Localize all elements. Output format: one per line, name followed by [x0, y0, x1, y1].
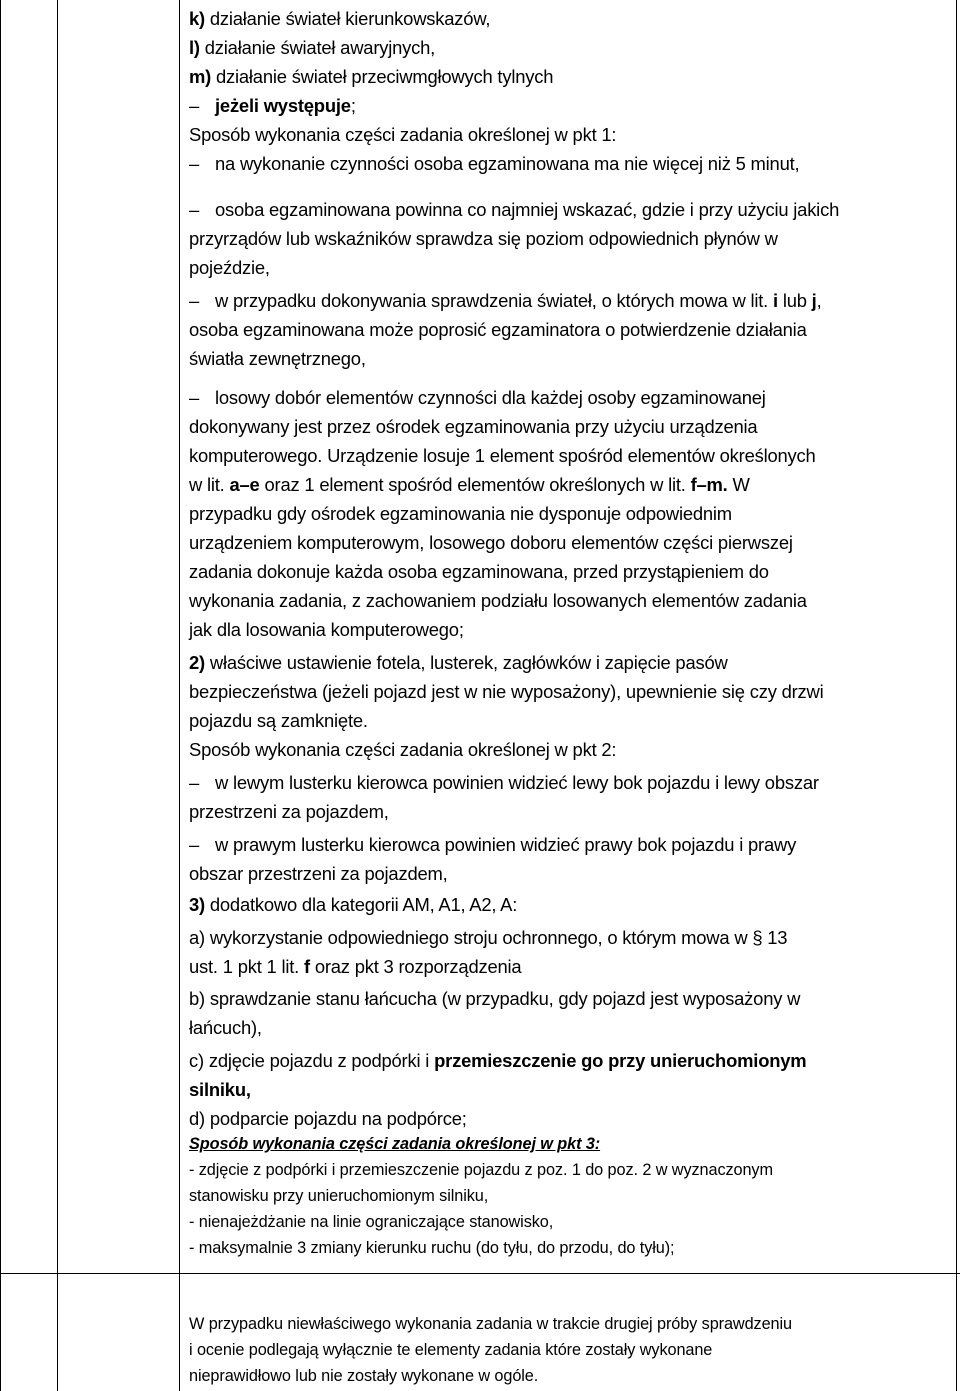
text-line: obszar przestrzeni za pojazdem, [189, 863, 448, 884]
text-line: - maksymalnie 3 zmiany kierunku ruchu (do tyłu, do przodu, do tyłu); [189, 1239, 675, 1257]
text-line: dokonywany jest przez ośrodek egzaminowania przy użyciu urządzenia [189, 416, 758, 437]
text-line: urządzeniem komputerowym, losowego doboru elementów części pierwszej [189, 532, 793, 553]
text-line: jak dla losowania komputerowego; [189, 619, 464, 640]
text-line: - nienajeżdżanie na linie ograniczające stanowisko, [189, 1213, 554, 1231]
list-item-m: m) działanie świateł przeciwmgłowych tylnych [189, 66, 554, 87]
text-line: – w lewym lusterku kierowca powinien widzieć lewy bok pojazdu i lewy obszar [189, 772, 819, 793]
text-line: – w przypadku dokonywania sprawdzenia świateł, o których mowa w lit. i lub j, [189, 290, 822, 311]
text-line: ust. 1 pkt 1 lit. f oraz pkt 3 rozporządzenia [189, 956, 522, 977]
text-line: światła zewnętrznego, [189, 348, 366, 369]
text-line: c) zdjęcie pojazdu z podpórki i przemieszczenie go przy unieruchomionym [189, 1050, 807, 1071]
section-item-2: 2) właściwe ustawienie fotela, lusterek, zagłówków i zapięcie pasów [189, 652, 728, 673]
text-line: silniku, [189, 1079, 251, 1100]
method-heading-pkt3: Sposób wykonania części zadania określonej w pkt 3: [189, 1135, 601, 1153]
table-border-right [956, 0, 957, 1391]
text-line: osoba egzaminowana może poprosić egzaminatora o potwierdzenie działania [189, 319, 807, 340]
text-line: b) sprawdzanie stanu łańcucha (w przypadku, gdy pojazd jest wyposażony w [189, 988, 801, 1009]
text-line: – na wykonanie czynności osoba egzaminowana ma nie więcej niż 5 minut, [189, 153, 800, 174]
text-line: – osoba egzaminowana powinna co najmniej wskazać, gdzie i przy użyciu jakich [189, 199, 840, 220]
text-line: a) wykorzystanie odpowiedniego stroju ochronnego, o którym mowa w § 13 [189, 927, 788, 948]
text-line: pojazdu są zamknięte. [189, 710, 368, 731]
text-line: stanowisku przy unieruchomionym silniku, [189, 1187, 489, 1205]
list-item-l: l) działanie świateł awaryjnych, [189, 37, 436, 58]
section-item-3: 3) dodatkowo dla kategorii AM, A1, A2, A: [189, 894, 518, 915]
text-line: wykonania zadania, z zachowaniem podziału losowanych elementów zadania [189, 590, 807, 611]
text-line: – w prawym lusterku kierowca powinien widzieć prawy bok pojazdu i prawy [189, 834, 797, 855]
table-column-divider-1 [57, 0, 58, 1391]
method-heading-pkt2: Sposób wykonania części zadania określonej w pkt 2: [189, 739, 617, 760]
list-item-k: k) działanie świateł kierunkowskazów, [189, 8, 491, 29]
text-line: – losowy dobór elementów czynności dla każdej osoby egzaminowanej [189, 387, 766, 408]
table-column-divider-2 [179, 0, 180, 1391]
text-line: komputerowego. Urządzenie losuje 1 element spośród elementów określonych [189, 445, 816, 466]
text-line: przestrzeni za pojazdem, [189, 801, 389, 822]
text-line: pojeździe, [189, 257, 270, 278]
table-border-left [0, 0, 1, 1391]
text-line: W przypadku niewłaściwego wykonania zadania w trakcie drugiej próby sprawdzeniu [189, 1315, 792, 1333]
text-line: łańcuch), [189, 1017, 262, 1038]
text-line: - zdjęcie z podpórki i przemieszczenie pojazdu z poz. 1 do poz. 2 w wyznaczonym [189, 1161, 773, 1179]
text-line: bezpieczeństwa (jeżeli pojazd jest w nie wyposażony), upewnienie się czy drzwi [189, 681, 824, 702]
text-line: i ocenie podlegają wyłącznie te elementy zadania które zostały wykonane [189, 1341, 713, 1359]
text-line: d) podparcie pojazdu na podpórce; [189, 1108, 467, 1129]
text-line: w lit. a–e oraz 1 element spośród elementów określonych w lit. f–m. W [189, 474, 750, 495]
list-item-condition: – jeżeli występuje; [189, 95, 356, 116]
method-heading-pkt1: Sposób wykonania części zadania określonej w pkt 1: [189, 124, 617, 145]
text-line: przyrządów lub wskaźników sprawdza się poziom odpowiednich płynów w [189, 228, 778, 249]
text-line: nieprawidłowo lub nie zostały wykonane w ogóle. [189, 1367, 539, 1385]
text-line: przypadku gdy ośrodek egzaminowania nie dysponuje odpowiednim [189, 503, 732, 524]
table-row-divider [0, 1273, 960, 1274]
text-line: zadania dokonuje każda osoba egzaminowana, przed przystąpieniem do [189, 561, 769, 582]
